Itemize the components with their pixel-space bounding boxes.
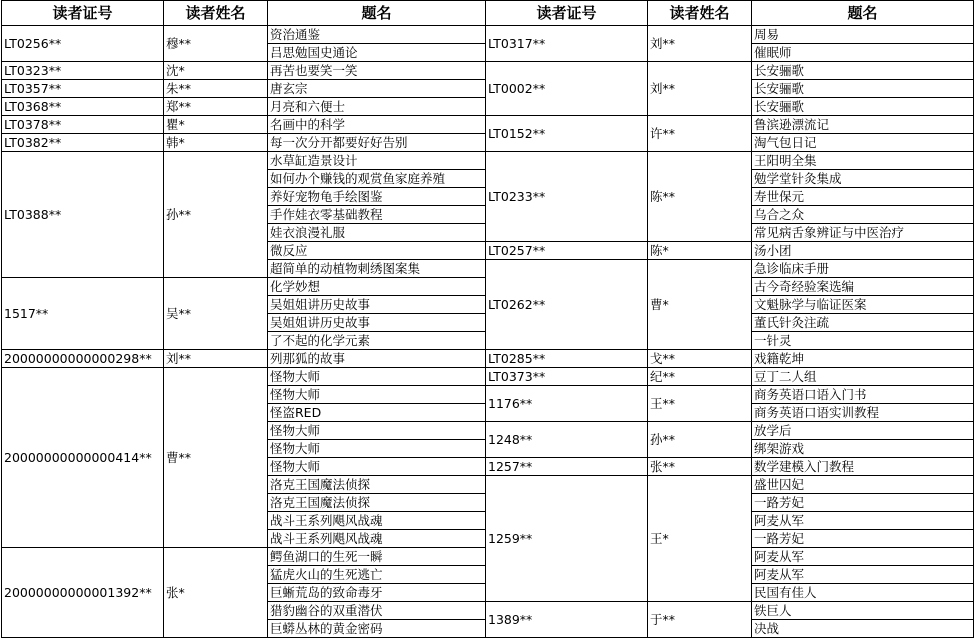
reader-id-cell: LT0317** (486, 26, 648, 62)
reader-id-cell: 20000000000001392** (2, 548, 164, 638)
book-title-cell: 民国有佳人 (752, 584, 974, 602)
book-title-cell: 古今奇经验案选编 (752, 278, 974, 296)
book-title-cell: 王阳明全集 (752, 152, 974, 170)
book-title-cell: 一路芳妃 (752, 530, 974, 548)
reader-id-cell: 1257** (486, 458, 648, 476)
table-row (2, 62, 974, 80)
book-title-cell: 急诊临床手册 (752, 260, 974, 278)
book-title-cell: 巨蜥荒岛的致命毒牙 (268, 584, 486, 602)
book-title-cell: 盛世囚妃 (752, 476, 974, 494)
book-title-cell: 催眠师 (752, 44, 974, 62)
book-title-cell: 化学妙想 (268, 278, 486, 296)
book-title-cell: 月亮和六便士 (268, 98, 486, 116)
book-title-cell: 再苦也要笑一笑 (268, 62, 486, 80)
table-row (2, 152, 974, 170)
book-title-cell: 猛虎火山的生死逃亡 (268, 566, 486, 584)
book-title-cell: 洛克王国魔法侦探 (268, 476, 486, 494)
table-row (2, 368, 974, 386)
book-title-cell: 水草缸造景设计 (268, 152, 486, 170)
reader-name-cell: 孙** (648, 422, 752, 458)
reader-name-cell: 陈** (648, 152, 752, 242)
reader-name-cell: 戈** (648, 350, 752, 368)
header-title-left: 题名 (268, 1, 486, 26)
book-title-cell: 微反应 (268, 242, 486, 260)
book-title-cell: 寿世保元 (752, 188, 974, 206)
table-body (2, 26, 974, 638)
book-title-cell: 一路芳妃 (752, 494, 974, 512)
reader-name-cell: 王** (648, 386, 752, 422)
book-title-cell: 勉学堂针灸集成 (752, 170, 974, 188)
book-title-cell: 巨蟒丛林的黄金密码 (268, 620, 486, 638)
book-title-cell: 娃衣浪漫礼服 (268, 224, 486, 242)
reader-name-cell: 纪** (648, 368, 752, 386)
reader-name-cell: 沈* (164, 62, 268, 80)
book-title-cell: 吴姐姐讲历史故事 (268, 314, 486, 332)
book-title-cell: 淘气包日记 (752, 134, 974, 152)
reader-name-cell: 刘** (648, 62, 752, 116)
book-title-cell: 董氏针灸注疏 (752, 314, 974, 332)
reader-name-cell: 张* (164, 548, 268, 638)
reader-id-cell: 1259** (486, 476, 648, 602)
book-title-cell: 吕思勉国史通论 (268, 44, 486, 62)
book-title-cell: 数学建模入门教程 (752, 458, 974, 476)
book-title-cell: 超简单的动植物刺绣图案集 (268, 260, 486, 278)
reader-name-cell: 王* (648, 476, 752, 602)
header-row (2, 1, 974, 26)
reader-name-cell: 许** (648, 116, 752, 152)
reader-id-cell: 1389** (486, 602, 648, 638)
reader-name-cell: 穆** (164, 26, 268, 62)
book-title-cell: 怪物大师 (268, 458, 486, 476)
header-title-right: 题名 (752, 1, 974, 26)
book-title-cell: 资治通鉴 (268, 26, 486, 44)
reader-id-cell: LT0323** (2, 62, 164, 80)
book-title-cell: 一针灵 (752, 332, 974, 350)
reader-name-cell: 韩* (164, 134, 268, 152)
book-title-cell: 怪物大师 (268, 440, 486, 458)
reader-id-cell: LT0357** (2, 80, 164, 98)
book-title-cell: 鳄鱼湖口的生死一瞬 (268, 548, 486, 566)
book-title-cell: 商务英语口语实训教程 (752, 404, 974, 422)
table-row (2, 116, 974, 134)
book-title-cell: 养好宠物龟手绘图鉴 (268, 188, 486, 206)
reader-id-cell: 1176** (486, 386, 648, 422)
header-reader-name-right: 读者姓名 (648, 1, 752, 26)
book-title-cell: 长安骊歌 (752, 80, 974, 98)
reader-id-cell: LT0382** (2, 134, 164, 152)
reader-id-cell: LT0285** (486, 350, 648, 368)
book-title-cell: 洛克王国魔法侦探 (268, 494, 486, 512)
book-title-cell: 列那狐的故事 (268, 350, 486, 368)
book-title-cell: 决战 (752, 620, 974, 638)
book-title-cell: 阿麦从军 (752, 512, 974, 530)
book-title-cell: 怪物大师 (268, 368, 486, 386)
book-title-cell: 长安骊歌 (752, 98, 974, 116)
reader-id-cell: LT0257** (486, 242, 648, 260)
book-title-cell: 放学后 (752, 422, 974, 440)
book-title-cell: 文魁脉学与临证医案 (752, 296, 974, 314)
table-row (2, 350, 974, 368)
reader-name-cell: 刘** (164, 350, 268, 368)
book-title-cell: 名画中的科学 (268, 116, 486, 134)
reader-name-cell: 郑** (164, 98, 268, 116)
reader-name-cell: 刘** (648, 26, 752, 62)
book-title-cell: 汤小团 (752, 242, 974, 260)
book-title-cell: 怪盗RED (268, 404, 486, 422)
book-title-cell: 怪物大师 (268, 386, 486, 404)
reader-id-cell: 1517** (2, 278, 164, 350)
reader-id-cell: 20000000000000414** (2, 368, 164, 548)
book-title-cell: 商务英语口语入门书 (752, 386, 974, 404)
book-title-cell: 战斗王系列飓风战魂 (268, 530, 486, 548)
book-title-cell: 戏籍乾坤 (752, 350, 974, 368)
reader-id-cell: LT0388** (2, 152, 164, 278)
reader-name-cell: 朱** (164, 80, 268, 98)
reader-id-cell: 1248** (486, 422, 648, 458)
book-title-cell: 绑架游戏 (752, 440, 974, 458)
book-title-cell: 手作娃衣零基础教程 (268, 206, 486, 224)
book-title-cell: 铁巨人 (752, 602, 974, 620)
reader-name-cell: 孙** (164, 152, 268, 278)
header-reader-id-left: 读者证号 (2, 1, 164, 26)
book-title-cell: 鲁滨逊漂流记 (752, 116, 974, 134)
header-reader-id-right: 读者证号 (486, 1, 648, 26)
reader-name-cell: 陈* (648, 242, 752, 260)
book-title-cell: 了不起的化学元素 (268, 332, 486, 350)
header-reader-name-left: 读者姓名 (164, 1, 268, 26)
reader-id-cell: LT0378** (2, 116, 164, 134)
book-title-cell: 战斗王系列飓风战魂 (268, 512, 486, 530)
reader-name-cell: 曹* (648, 260, 752, 350)
book-title-cell: 乌合之众 (752, 206, 974, 224)
reader-name-cell: 吴** (164, 278, 268, 350)
book-title-cell: 周易 (752, 26, 974, 44)
book-title-cell: 怪物大师 (268, 422, 486, 440)
book-title-cell: 如何办个赚钱的观赏鱼家庭养殖 (268, 170, 486, 188)
borrow-records-table (1, 0, 974, 638)
book-title-cell: 常见病舌象辨证与中医治疗 (752, 224, 974, 242)
reader-id-cell: LT0262** (486, 260, 648, 350)
reader-id-cell: 20000000000000298** (2, 350, 164, 368)
reader-id-cell: LT0373** (486, 368, 648, 386)
reader-id-cell: LT0152** (486, 116, 648, 152)
reader-id-cell: LT0233** (486, 152, 648, 242)
reader-id-cell: LT0256** (2, 26, 164, 62)
reader-name-cell: 张** (648, 458, 752, 476)
book-title-cell: 豆丁二人组 (752, 368, 974, 386)
reader-name-cell: 瞿* (164, 116, 268, 134)
book-title-cell: 猎豹幽谷的双重潜伏 (268, 602, 486, 620)
table-row (2, 26, 974, 44)
book-title-cell: 阿麦从军 (752, 566, 974, 584)
book-title-cell: 唐玄宗 (268, 80, 486, 98)
reader-id-cell: LT0368** (2, 98, 164, 116)
reader-name-cell: 曹** (164, 368, 268, 548)
reader-name-cell: 于** (648, 602, 752, 638)
book-title-cell: 吴姐姐讲历史故事 (268, 296, 486, 314)
book-title-cell: 长安骊歌 (752, 62, 974, 80)
reader-id-cell: LT0002** (486, 62, 648, 116)
book-title-cell: 每一次分开都要好好告别 (268, 134, 486, 152)
book-title-cell: 阿麦从军 (752, 548, 974, 566)
